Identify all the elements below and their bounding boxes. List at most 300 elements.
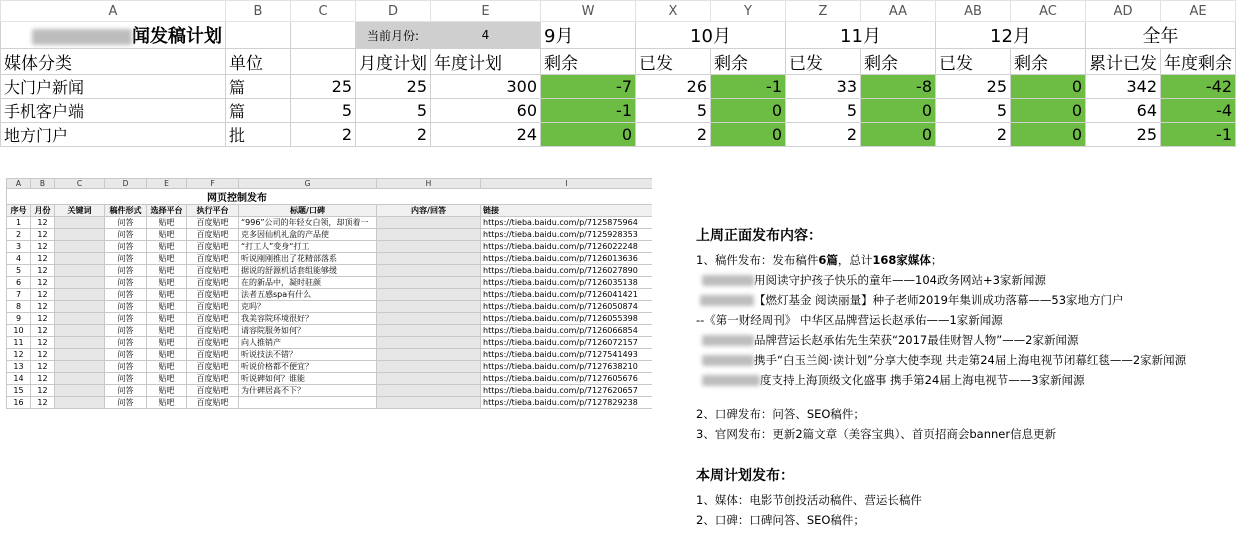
field-header[interactable]: 年度剩余 bbox=[1161, 49, 1236, 75]
keyword-cell[interactable] bbox=[55, 241, 105, 253]
monthly-plan-cell[interactable]: 5 bbox=[356, 99, 431, 123]
field-header[interactable]: 选择平台 bbox=[147, 205, 187, 217]
exec-platform-cell[interactable]: 百度贴吧 bbox=[187, 337, 239, 349]
sheet-title-row bbox=[7, 189, 653, 205]
column-header[interactable]: H bbox=[377, 179, 481, 189]
column-header-row bbox=[7, 179, 653, 189]
column-header[interactable]: A bbox=[1, 1, 226, 22]
row-number[interactable]: 3 bbox=[7, 241, 31, 253]
current-month-label[interactable]: 当前月份: bbox=[356, 22, 431, 49]
column-header[interactable]: B bbox=[226, 1, 291, 22]
report-line bbox=[696, 350, 1236, 370]
keyword-cell[interactable] bbox=[55, 337, 105, 349]
media-category[interactable]: 大门户新闻 bbox=[1, 75, 226, 99]
table-row bbox=[7, 325, 653, 337]
field-header[interactable]: 关键词 bbox=[55, 205, 105, 217]
content-cell[interactable] bbox=[377, 313, 481, 325]
content-cell[interactable] bbox=[377, 289, 481, 301]
keyword-cell[interactable] bbox=[55, 217, 105, 229]
title-cell[interactable]: 听说价格都不便宜？ bbox=[239, 361, 377, 373]
month-header[interactable]: 全年 bbox=[1086, 22, 1236, 49]
platform-cell[interactable]: 贴吧 bbox=[147, 253, 187, 265]
table-row bbox=[7, 217, 653, 229]
exec-platform-cell[interactable]: 百度贴吧 bbox=[187, 277, 239, 289]
platform-cell[interactable]: 贴吧 bbox=[147, 325, 187, 337]
yearly-plan-cell[interactable]: 24 bbox=[431, 123, 541, 147]
form-cell[interactable]: 问答 bbox=[105, 301, 147, 313]
title-cell[interactable]: “996”公司的年轻女白领，却顶着一 bbox=[239, 217, 377, 229]
month-cell[interactable]: 12 bbox=[31, 373, 55, 385]
exec-platform-cell[interactable]: 百度贴吧 bbox=[187, 313, 239, 325]
column-header[interactable]: AC bbox=[1011, 1, 1086, 22]
table-row bbox=[7, 313, 653, 325]
remaining-cell[interactable]: 0 bbox=[541, 123, 636, 147]
column-header[interactable]: AA bbox=[861, 1, 936, 22]
month-cell[interactable]: 12 bbox=[31, 313, 55, 325]
column-header[interactable]: C bbox=[55, 179, 105, 189]
redacted-block bbox=[702, 275, 754, 286]
month-cell[interactable]: 12 bbox=[31, 217, 55, 229]
platform-cell[interactable]: 贴吧 bbox=[147, 313, 187, 325]
title-cell[interactable]: 向人推销产 bbox=[239, 337, 377, 349]
month-cell[interactable]: 12 bbox=[31, 349, 55, 361]
exec-platform-cell[interactable]: 百度贴吧 bbox=[187, 325, 239, 337]
current-month-value[interactable]: 4 bbox=[431, 22, 541, 49]
title-cell[interactable]: 法者五感spa有什么 bbox=[239, 289, 377, 301]
sent-cell[interactable]: 5 bbox=[786, 99, 861, 123]
form-cell[interactable]: 问答 bbox=[105, 277, 147, 289]
platform-cell[interactable]: 贴吧 bbox=[147, 289, 187, 301]
table-row bbox=[1, 123, 1236, 147]
item-text: 1、稿件发布：发布稿件 bbox=[696, 253, 819, 267]
column-header[interactable]: AD bbox=[1086, 1, 1161, 22]
column-header[interactable]: G bbox=[239, 179, 377, 189]
month-header[interactable]: 11月 bbox=[786, 22, 936, 49]
media-category[interactable]: 手机客户端 bbox=[1, 99, 226, 123]
sent-cell[interactable]: 2 bbox=[786, 123, 861, 147]
title-cell[interactable]: 克多因仙机礼盒的产品使 bbox=[239, 229, 377, 241]
title-cell[interactable]: “打工人”变身“打工 bbox=[239, 241, 377, 253]
title-row bbox=[1, 22, 1236, 49]
row-number[interactable]: 2 bbox=[7, 229, 31, 241]
table-row bbox=[7, 373, 653, 385]
line-text: 度支持上海顶级文化盛事 携手第24届上海电视节——3家新闻源 bbox=[760, 373, 1085, 387]
content-cell[interactable] bbox=[377, 397, 481, 409]
yearly-plan-cell[interactable]: 60 bbox=[431, 99, 541, 123]
field-header[interactable]: 已发 bbox=[786, 49, 861, 75]
platform-cell[interactable]: 贴吧 bbox=[147, 385, 187, 397]
keyword-cell[interactable] bbox=[55, 373, 105, 385]
title-cell[interactable]: 听说技法不错？ bbox=[239, 349, 377, 361]
cell[interactable] bbox=[226, 22, 291, 49]
field-header[interactable]: 序号 bbox=[7, 205, 31, 217]
link-cell[interactable]: https://tieba.baidu.com/p/7126072157 bbox=[481, 337, 653, 349]
month-cell[interactable]: 12 bbox=[31, 229, 55, 241]
keyword-cell[interactable] bbox=[55, 397, 105, 409]
column-header[interactable]: AE bbox=[1161, 1, 1236, 22]
title-cell[interactable]: 在的新品中，凝时驻颜 bbox=[239, 277, 377, 289]
field-header[interactable]: 累计已发 bbox=[1086, 49, 1161, 75]
line-text: 品牌营运长赵承佑先生荣获“2017最佳财智人物”——2家新闻源 bbox=[754, 333, 1079, 347]
exec-platform-cell[interactable]: 百度贴吧 bbox=[187, 265, 239, 277]
exec-platform-cell[interactable]: 百度贴吧 bbox=[187, 241, 239, 253]
form-cell[interactable]: 问答 bbox=[105, 217, 147, 229]
value-cell[interactable]: 2 bbox=[291, 123, 356, 147]
content-cell[interactable] bbox=[377, 337, 481, 349]
field-header[interactable]: 链接 bbox=[481, 205, 653, 217]
link-cell[interactable]: https://tieba.baidu.com/p/7126066854 bbox=[481, 325, 653, 337]
link-cell[interactable]: https://tieba.baidu.com/p/7127620657 bbox=[481, 385, 653, 397]
month-cell[interactable]: 12 bbox=[31, 301, 55, 313]
form-cell[interactable]: 问答 bbox=[105, 325, 147, 337]
field-header[interactable]: 执行平台 bbox=[187, 205, 239, 217]
line-text: 【燃灯基金 阅读丽量】种子老师2019年集训成功落幕——53家地方门户 bbox=[754, 293, 1124, 307]
media-category[interactable]: 地方门户 bbox=[1, 123, 226, 147]
item-media: 168家媒体 bbox=[872, 253, 931, 267]
row-number[interactable]: 11 bbox=[7, 337, 31, 349]
column-header[interactable]: B bbox=[31, 179, 55, 189]
table-row bbox=[7, 277, 653, 289]
keyword-cell[interactable] bbox=[55, 253, 105, 265]
keyword-cell[interactable] bbox=[55, 277, 105, 289]
row-number[interactable]: 15 bbox=[7, 385, 31, 397]
cell[interactable] bbox=[291, 22, 356, 49]
content-cell[interactable] bbox=[377, 361, 481, 373]
title-cell[interactable]: 我美容院环境很好？ bbox=[239, 313, 377, 325]
redacted-block bbox=[702, 355, 754, 366]
link-cell[interactable]: https://tieba.baidu.com/p/7125928353 bbox=[481, 229, 653, 241]
platform-cell[interactable]: 贴吧 bbox=[147, 277, 187, 289]
row-number[interactable]: 13 bbox=[7, 361, 31, 373]
field-header[interactable]: 稿件形式 bbox=[105, 205, 147, 217]
sent-cell[interactable]: 2 bbox=[936, 123, 1011, 147]
keyword-cell[interactable] bbox=[55, 349, 105, 361]
table-row bbox=[7, 229, 653, 241]
report-item bbox=[696, 250, 1236, 270]
form-cell[interactable]: 问答 bbox=[105, 349, 147, 361]
report-line bbox=[696, 270, 1236, 290]
month-cell[interactable]: 12 bbox=[31, 253, 55, 265]
table-row bbox=[1, 75, 1236, 99]
field-header[interactable]: 月份 bbox=[31, 205, 55, 217]
table-row bbox=[7, 385, 653, 397]
platform-cell[interactable]: 贴吧 bbox=[147, 373, 187, 385]
exec-platform-cell[interactable]: 百度贴吧 bbox=[187, 397, 239, 409]
cumulative-sent-cell[interactable]: 64 bbox=[1086, 99, 1161, 123]
redacted-block bbox=[32, 29, 132, 45]
content-cell[interactable] bbox=[377, 217, 481, 229]
month-cell[interactable]: 12 bbox=[31, 385, 55, 397]
spacer bbox=[696, 444, 1236, 466]
content-cell[interactable] bbox=[377, 229, 481, 241]
platform-cell[interactable]: 贴吧 bbox=[147, 337, 187, 349]
platform-cell[interactable]: 贴吧 bbox=[147, 361, 187, 373]
remaining-cell[interactable]: 0 bbox=[1011, 75, 1086, 99]
weekly-report bbox=[696, 226, 1236, 530]
keyword-cell[interactable] bbox=[55, 385, 105, 397]
table-row bbox=[7, 289, 653, 301]
content-cell[interactable] bbox=[377, 241, 481, 253]
remaining-cell[interactable]: 0 bbox=[861, 123, 936, 147]
column-header[interactable]: AB bbox=[936, 1, 1011, 22]
column-header[interactable]: X bbox=[636, 1, 711, 22]
value-cell[interactable]: 5 bbox=[291, 99, 356, 123]
column-header[interactable]: D bbox=[105, 179, 147, 189]
month-cell[interactable]: 12 bbox=[31, 325, 55, 337]
month-cell[interactable]: 12 bbox=[31, 361, 55, 373]
sent-cell[interactable]: 25 bbox=[936, 75, 1011, 99]
content-cell[interactable] bbox=[377, 265, 481, 277]
platform-cell[interactable]: 贴吧 bbox=[147, 349, 187, 361]
link-cell[interactable]: https://tieba.baidu.com/p/7125875964 bbox=[481, 217, 653, 229]
field-header[interactable] bbox=[291, 49, 356, 75]
column-header[interactable]: E bbox=[431, 1, 541, 22]
row-number[interactable]: 8 bbox=[7, 301, 31, 313]
platform-cell[interactable]: 贴吧 bbox=[147, 301, 187, 313]
content-cell[interactable] bbox=[377, 325, 481, 337]
exec-platform-cell[interactable]: 百度贴吧 bbox=[187, 385, 239, 397]
remaining-cell[interactable]: 0 bbox=[861, 99, 936, 123]
field-header[interactable]: 年度计划 bbox=[431, 49, 541, 75]
month-cell[interactable]: 12 bbox=[31, 337, 55, 349]
column-header[interactable]: E bbox=[147, 179, 187, 189]
month-header[interactable]: 9月 bbox=[541, 22, 636, 49]
keyword-cell[interactable] bbox=[55, 289, 105, 301]
form-cell[interactable]: 问答 bbox=[105, 373, 147, 385]
row-number[interactable]: 14 bbox=[7, 373, 31, 385]
sent-cell[interactable]: 2 bbox=[636, 123, 711, 147]
title-cell[interactable]: 听说碑如何？谁能 bbox=[239, 373, 377, 385]
link-cell[interactable]: https://tieba.baidu.com/p/7126013636 bbox=[481, 253, 653, 265]
link-cell[interactable]: https://tieba.baidu.com/p/7127541493 bbox=[481, 349, 653, 361]
form-cell[interactable]: 问答 bbox=[105, 241, 147, 253]
report-line bbox=[696, 370, 1236, 390]
form-cell[interactable]: 问答 bbox=[105, 397, 147, 409]
remaining-cell[interactable]: 0 bbox=[1011, 99, 1086, 123]
month-cell[interactable]: 12 bbox=[31, 241, 55, 253]
link-cell[interactable]: https://tieba.baidu.com/p/7126050874 bbox=[481, 301, 653, 313]
content-cell[interactable] bbox=[377, 373, 481, 385]
yearly-remaining-cell[interactable]: -42 bbox=[1161, 75, 1236, 99]
keyword-cell[interactable] bbox=[55, 229, 105, 241]
platform-cell[interactable]: 贴吧 bbox=[147, 265, 187, 277]
keyword-cell[interactable] bbox=[55, 301, 105, 313]
section-title-this-week: 本周计划发布： bbox=[696, 468, 794, 484]
plan-item: 2、口碑：口碑问答、SEO稿件； bbox=[696, 513, 865, 527]
month-cell[interactable]: 12 bbox=[31, 265, 55, 277]
exec-platform-cell[interactable]: 百度贴吧 bbox=[187, 253, 239, 265]
column-header[interactable]: C bbox=[291, 1, 356, 22]
exec-platform-cell[interactable]: 百度贴吧 bbox=[187, 301, 239, 313]
report-line bbox=[696, 310, 1236, 330]
summary-table bbox=[0, 0, 1236, 147]
remaining-cell[interactable]: -7 bbox=[541, 75, 636, 99]
row-number[interactable]: 16 bbox=[7, 397, 31, 409]
field-header-row bbox=[7, 205, 653, 217]
redacted-block bbox=[702, 375, 760, 386]
row-number[interactable]: 6 bbox=[7, 277, 31, 289]
exec-platform-cell[interactable]: 百度贴吧 bbox=[187, 361, 239, 373]
cumulative-sent-cell[interactable]: 342 bbox=[1086, 75, 1161, 99]
link-cell[interactable]: https://tieba.baidu.com/p/7126041421 bbox=[481, 289, 653, 301]
field-header[interactable]: 剩余 bbox=[541, 49, 636, 75]
sheet-title[interactable]: 网页控制发布 bbox=[7, 189, 653, 205]
month-cell[interactable]: 12 bbox=[31, 397, 55, 409]
title-cell[interactable]: 请容院服务如何？ bbox=[239, 325, 377, 337]
unit-cell[interactable]: 批 bbox=[226, 123, 291, 147]
platform-cell[interactable]: 贴吧 bbox=[147, 241, 187, 253]
month-cell[interactable]: 12 bbox=[31, 277, 55, 289]
platform-cell[interactable]: 贴吧 bbox=[147, 229, 187, 241]
remaining-cell[interactable]: -1 bbox=[711, 75, 786, 99]
keyword-cell[interactable] bbox=[55, 361, 105, 373]
link-cell[interactable]: https://tieba.baidu.com/p/7127605676 bbox=[481, 373, 653, 385]
mini-table-body bbox=[7, 217, 653, 409]
line-text: 用阅读守护孩子快乐的童年——104政务网站+3家新闻源 bbox=[754, 273, 1046, 287]
link-cell[interactable]: https://tieba.baidu.com/p/7127829238 bbox=[481, 397, 653, 409]
yearly-plan-cell[interactable]: 300 bbox=[431, 75, 541, 99]
field-header[interactable]: 剩余 bbox=[861, 49, 936, 75]
yearly-remaining-cell[interactable]: -1 bbox=[1161, 123, 1236, 147]
sent-cell[interactable]: 5 bbox=[936, 99, 1011, 123]
exec-platform-cell[interactable]: 百度贴吧 bbox=[187, 349, 239, 361]
exec-platform-cell[interactable]: 百度贴吧 bbox=[187, 229, 239, 241]
report-line bbox=[696, 330, 1236, 350]
field-header-row bbox=[1, 49, 1236, 75]
form-cell[interactable]: 问答 bbox=[105, 265, 147, 277]
value-cell[interactable]: 25 bbox=[291, 75, 356, 99]
link-cell[interactable]: https://tieba.baidu.com/p/7126035138 bbox=[481, 277, 653, 289]
monthly-plan-cell[interactable]: 2 bbox=[356, 123, 431, 147]
report-item: 2、口碑发布：问答、SEO稿件； bbox=[696, 407, 865, 421]
row-number[interactable]: 10 bbox=[7, 325, 31, 337]
row-number[interactable]: 1 bbox=[7, 217, 31, 229]
column-header[interactable]: D bbox=[356, 1, 431, 22]
month-cell[interactable]: 12 bbox=[31, 289, 55, 301]
form-cell[interactable]: 问答 bbox=[105, 313, 147, 325]
content-cell[interactable] bbox=[377, 277, 481, 289]
table-row bbox=[7, 301, 653, 313]
form-cell[interactable]: 问答 bbox=[105, 289, 147, 301]
table-row bbox=[1, 99, 1236, 123]
row-number[interactable]: 9 bbox=[7, 313, 31, 325]
table-row bbox=[7, 241, 653, 253]
content-cell[interactable] bbox=[377, 253, 481, 265]
content-cell[interactable] bbox=[377, 385, 481, 397]
sent-cell[interactable]: 33 bbox=[786, 75, 861, 99]
field-header[interactable]: 剩余 bbox=[1011, 49, 1086, 75]
sent-cell[interactable]: 5 bbox=[636, 99, 711, 123]
exec-platform-cell[interactable]: 百度贴吧 bbox=[187, 217, 239, 229]
summary-sheet bbox=[0, 0, 1240, 162]
field-header[interactable]: 剩余 bbox=[711, 49, 786, 75]
spacer bbox=[696, 390, 1236, 404]
form-cell[interactable]: 问答 bbox=[105, 385, 147, 397]
keyword-cell[interactable] bbox=[55, 265, 105, 277]
line-text: 携手“白玉兰阅·读计划”分享大使李现 共走第24届上海电视节闭幕红毯——2家新闻源 bbox=[754, 353, 1187, 367]
title-cell[interactable]: 听说刚刚推出了花精部落系 bbox=[239, 253, 377, 265]
remaining-cell[interactable]: 0 bbox=[711, 99, 786, 123]
field-header[interactable]: 月度计划 bbox=[356, 49, 431, 75]
title-cell[interactable]: 据说的舒源机话套组能够缓 bbox=[239, 265, 377, 277]
content-cell[interactable] bbox=[377, 349, 481, 361]
monthly-plan-cell[interactable]: 25 bbox=[356, 75, 431, 99]
column-header-row bbox=[1, 1, 1236, 22]
table-row bbox=[7, 397, 653, 409]
row-number[interactable]: 4 bbox=[7, 253, 31, 265]
unit-cell[interactable]: 篇 bbox=[226, 99, 291, 123]
platform-cell[interactable]: 贴吧 bbox=[147, 397, 187, 409]
content-cell[interactable] bbox=[377, 301, 481, 313]
redacted-block bbox=[700, 295, 754, 306]
title-cell[interactable]: 克吗？ bbox=[239, 301, 377, 313]
sheet-title-cell[interactable] bbox=[1, 22, 226, 49]
report-line bbox=[696, 290, 1236, 310]
title-cell[interactable] bbox=[239, 397, 377, 409]
form-cell[interactable]: 问答 bbox=[105, 229, 147, 241]
remaining-cell[interactable]: 0 bbox=[711, 123, 786, 147]
sheet-title: 闻发稿计划 bbox=[132, 26, 222, 47]
row-number[interactable]: 7 bbox=[7, 289, 31, 301]
month-header[interactable]: 12月 bbox=[936, 22, 1086, 49]
form-cell[interactable]: 问答 bbox=[105, 361, 147, 373]
exec-platform-cell[interactable]: 百度贴吧 bbox=[187, 289, 239, 301]
publish-control-table bbox=[6, 178, 652, 409]
link-cell[interactable]: https://tieba.baidu.com/p/7127638210 bbox=[481, 361, 653, 373]
field-header[interactable]: 已发 bbox=[936, 49, 1011, 75]
field-header[interactable]: 单位 bbox=[226, 49, 291, 75]
unit-cell[interactable]: 篇 bbox=[226, 75, 291, 99]
month-header[interactable]: 10月 bbox=[636, 22, 786, 49]
field-header[interactable]: 媒体分类 bbox=[1, 49, 226, 75]
link-cell[interactable]: https://tieba.baidu.com/p/7126055398 bbox=[481, 313, 653, 325]
column-header[interactable]: W bbox=[541, 1, 636, 22]
remaining-cell[interactable]: -8 bbox=[861, 75, 936, 99]
table-row bbox=[7, 253, 653, 265]
exec-platform-cell[interactable]: 百度贴吧 bbox=[187, 373, 239, 385]
column-header[interactable]: Z bbox=[786, 1, 861, 22]
field-header[interactable]: 内容/回答 bbox=[377, 205, 481, 217]
field-header[interactable]: 标题/口碑 bbox=[239, 205, 377, 217]
table-row bbox=[7, 361, 653, 373]
keyword-cell[interactable] bbox=[55, 325, 105, 337]
table-row bbox=[7, 349, 653, 361]
title-cell[interactable]: 为什碑居高不下？ bbox=[239, 385, 377, 397]
keyword-cell[interactable] bbox=[55, 313, 105, 325]
redacted-block bbox=[702, 335, 754, 346]
sent-cell[interactable]: 26 bbox=[636, 75, 711, 99]
link-cell[interactable]: https://tieba.baidu.com/p/7126022248 bbox=[481, 241, 653, 253]
row-number[interactable]: 5 bbox=[7, 265, 31, 277]
publish-control-sheet bbox=[6, 178, 652, 424]
table-row bbox=[7, 337, 653, 349]
field-header[interactable]: 已发 bbox=[636, 49, 711, 75]
column-header[interactable]: A bbox=[7, 179, 31, 189]
form-cell[interactable]: 问答 bbox=[105, 253, 147, 265]
platform-cell[interactable]: 贴吧 bbox=[147, 217, 187, 229]
cumulative-sent-cell[interactable]: 25 bbox=[1086, 123, 1161, 147]
column-header[interactable]: F bbox=[187, 179, 239, 189]
column-header[interactable]: I bbox=[481, 179, 653, 189]
link-cell[interactable]: https://tieba.baidu.com/p/7126027890 bbox=[481, 265, 653, 277]
row-number[interactable]: 12 bbox=[7, 349, 31, 361]
column-header[interactable]: Y bbox=[711, 1, 786, 22]
form-cell[interactable]: 问答 bbox=[105, 337, 147, 349]
table-row bbox=[7, 265, 653, 277]
remaining-cell[interactable]: 0 bbox=[1011, 123, 1086, 147]
remaining-cell[interactable]: -1 bbox=[541, 99, 636, 123]
yearly-remaining-cell[interactable]: -4 bbox=[1161, 99, 1236, 123]
